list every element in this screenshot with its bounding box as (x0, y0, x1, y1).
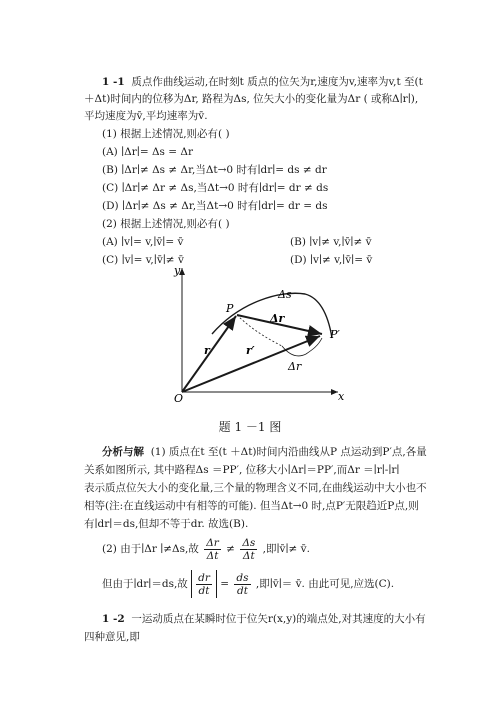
fraction-dr-dt (204, 537, 221, 562)
frac-den: dt (198, 584, 210, 597)
analysis-p1-2: 关系如图所示, 其中路程Δs ＝PP′, 位移大小∣Δr∣＝PP′,而Δr ＝∣r∣-∣r∣ (84, 464, 400, 476)
q1-option-b: (B) ∣Δr∣≠ Δs ≠ Δr,当Δt→0 时有∣dr∣= ds ≠ dr (102, 164, 327, 176)
label-ds: Δs (278, 288, 292, 301)
frac-den: Δt (206, 549, 219, 562)
analysis-p1-3: 表示质点位矢大小的变化量,三个量的物理含义不同,在曲线运动中大小也不 (84, 482, 427, 494)
problem-1-1-line1 (102, 75, 423, 89)
problem-1-1-stem-3: 平均速度为v̄,平均速率为v̄. (84, 110, 208, 122)
fraction-ds-dt (240, 537, 257, 562)
analysis-p3-suffix: ,即∣v̄∣＝ v̄. 由此可见,应选(C). (255, 578, 395, 590)
magnitude-brace (282, 338, 322, 356)
problem-1-2-line1 (102, 612, 426, 626)
analysis-p3 (102, 570, 394, 598)
q2-option-c: (C) ∣v∣= v,∣v̄∣≠ v̄ (102, 254, 184, 266)
abs-bars (191, 570, 217, 598)
problem-1-2-text-1: 一运动质点在某瞬时位于位矢r(x,y)的端点处,对其速度的大小有 (131, 613, 426, 625)
analysis-p2-prefix: (2) 由于∣Δr ∣≠Δs,故 (102, 543, 199, 555)
analysis-p1-1: (1) 质点在t 至(t ＋Δt)时间内沿曲线从P 点运动到P′点,各量 (150, 446, 427, 458)
question-1: (1) 根据上述情况,则必有( ) (102, 128, 230, 140)
fraction-dr-dt-differential (196, 572, 212, 597)
q2-option-d: (D) ∣v∣≠ v,∣v̄∣= v̄ (290, 254, 373, 266)
analysis-p2-suffix: ,即∣v̄∣≠ v̄. (262, 543, 310, 555)
origin-label: O (174, 392, 184, 402)
q1-option-a: (A) ∣Δr∣= Δs = Δr (102, 146, 194, 158)
analysis-line1 (102, 445, 427, 459)
label-dr-scalar: Δr (288, 360, 302, 373)
problem-1-1-stem-1: 质点作曲线运动,在时刻t 质点的位矢为r,速度为v,速率为v,t 至(t (131, 76, 423, 88)
axis-x-label: x (338, 390, 345, 402)
axis-y-label: y (174, 264, 181, 277)
point-p-prime-label: P′ (330, 328, 340, 341)
problem-1-2-number: 1 -2 (102, 613, 125, 625)
frac-num: Δs (242, 536, 256, 549)
label-dr-vector: Δr (270, 312, 285, 325)
frac-num: ds (236, 571, 249, 584)
analysis-p3-prefix: 但由于∣dr∣＝ds,故 (102, 578, 188, 590)
problem-1-1-number: 1 -1 (102, 76, 125, 88)
problem-1-1-stem-2: ＋Δt)时间内的位移为Δr, 路程为Δs, 位矢大小的变化量为Δr ( 或称Δ∣r∣), (84, 93, 419, 105)
frac-den: dt (236, 584, 248, 597)
q1-option-c: (C) ∣Δr∣≠ Δr ≠ Δs,当Δt→0 时有∣dr∣= dr ≠ ds (102, 182, 329, 194)
motion-diagram (170, 262, 370, 402)
frac-num: Δr (206, 536, 219, 549)
label-r: r (204, 344, 210, 357)
question-2: (2) 根据上述情况,则必有( ) (102, 218, 230, 230)
problem-1-2-text-2: 四种意见,即 (84, 631, 140, 643)
point-p-label: P (226, 302, 234, 315)
q1-option-d: (D) ∣Δr∣≠ Δs ≠ Δr,当Δt→0 时有∣dr∣= dr = ds (102, 200, 328, 212)
neq-sign: ≠ (226, 543, 235, 555)
q2-option-b: (B) ∣v∣≠ v,∣v̄∣≠ v̄ (290, 236, 372, 248)
fraction-ds-dt-differential (234, 572, 250, 597)
label-r-prime: r′ (246, 344, 255, 357)
analysis-lead: 分析与解 (102, 446, 144, 458)
analysis-p2 (102, 535, 310, 563)
analysis-p1-5: 有∣dr∣＝ds,但却不等于dr. 故选(B). (84, 518, 249, 530)
analysis-p1-4: 相等(注:在直线运动中有相等的可能). 但当Δt→0 时,点P′无限趋近P点,则 (84, 500, 419, 512)
frac-den: Δt (242, 549, 255, 562)
q2-option-a: (A) ∣v∣= v,∣v̄∣= v̄ (102, 236, 184, 248)
figure-caption: 题 1 －1 图 (218, 420, 282, 434)
frac-num: dr (198, 571, 210, 584)
eq-sign: = (220, 578, 230, 590)
